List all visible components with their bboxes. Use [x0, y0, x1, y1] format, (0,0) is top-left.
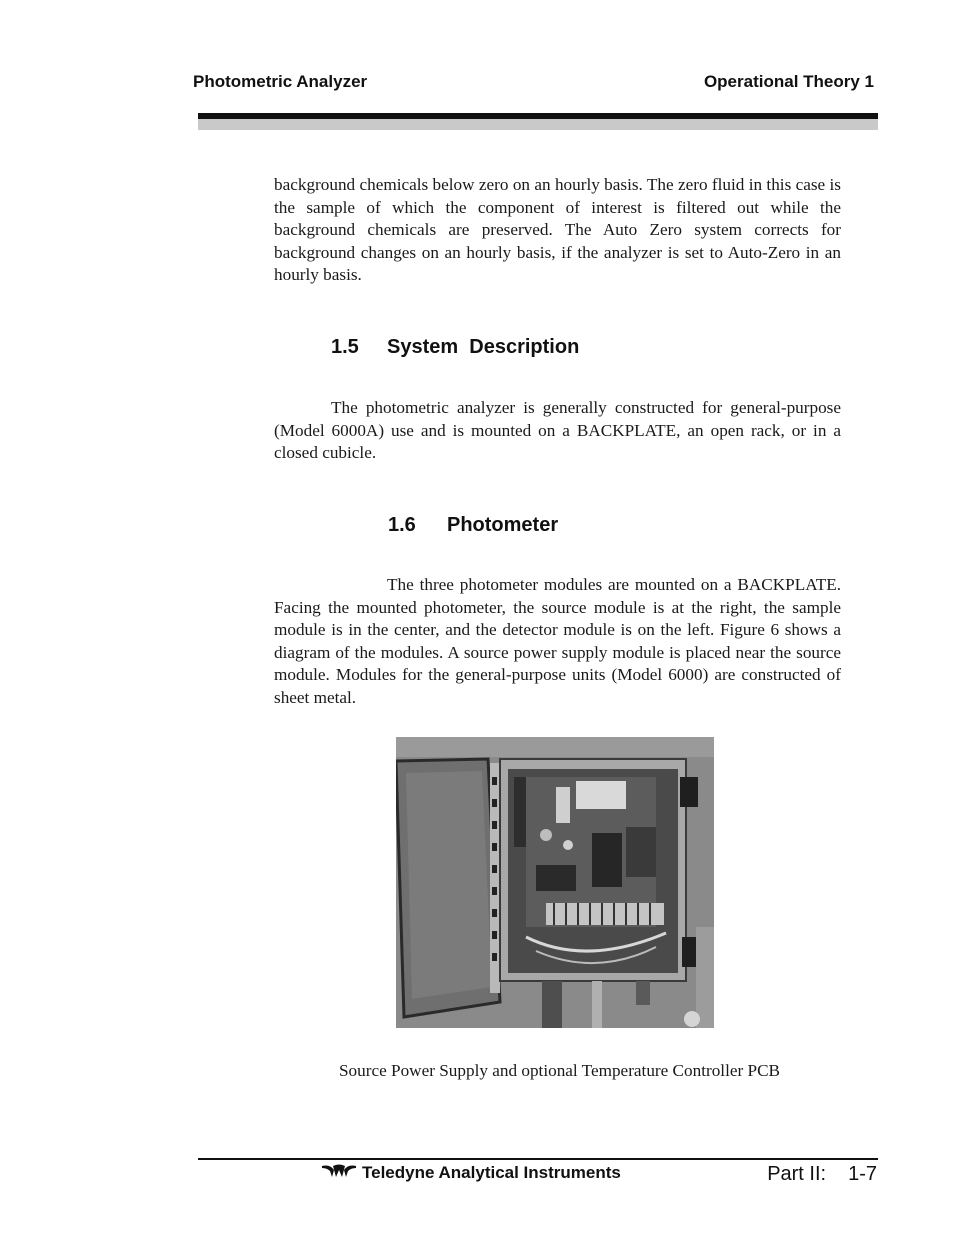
footer-company-name: Teledyne Analytical Instruments — [362, 1163, 621, 1182]
section-number: 1.5 — [331, 336, 359, 358]
section-title: Photometer — [447, 514, 559, 536]
footer-rule — [198, 1158, 878, 1160]
photo-source-power-supply — [396, 737, 714, 1028]
running-header-title: Photometric Analyzer — [193, 72, 368, 91]
running-header-chapter: Operational Theory 1 — [703, 72, 874, 91]
body-paragraph-auto-zero: background chemicals below zero on an hourly basis. The zero fluid in this case is the sample of which the component of interest is filtered out while the background chemicals are preserved. The Auto Zero system corrects for background changes on an hourly basis, if the analyzer is set to Auto-Zero in an hourly basis. — [274, 175, 841, 284]
section-title: System Description — [387, 336, 580, 358]
header-rule-shadow — [198, 119, 878, 130]
section-heading-photometer — [388, 514, 558, 537]
section-number: 1.6 — [388, 514, 416, 536]
body-paragraph-photometer: The three photometer modules are mounted on a BACKPLATE. Facing the mounted photometer, the source module is at the right, the sample module is in the center, and the detector module is on the left. Figure 6 shows a diagram of the modules. A source power supply module is placed near the source module. Modules for the general-purpose units (Model 6000) are constructed of sheet metal. — [274, 575, 841, 707]
footer-part-label: Part II: — [767, 1163, 827, 1185]
footer-page-number — [767, 1163, 877, 1186]
footer-company — [322, 1163, 621, 1183]
figure-caption: Source Power Supply and optional Temperature Controller PCB — [339, 1061, 780, 1080]
footer-page-value: 1-7 — [848, 1163, 877, 1185]
section-heading-system-description — [331, 336, 579, 359]
teledyne-logo-icon — [322, 1163, 356, 1183]
body-paragraph-system-description: The photometric analyzer is generally constructed for general-purpose (Model 6000A) use and is mounted on a BACKPLATE, an open rack, or in a closed cubicle. — [274, 398, 841, 462]
